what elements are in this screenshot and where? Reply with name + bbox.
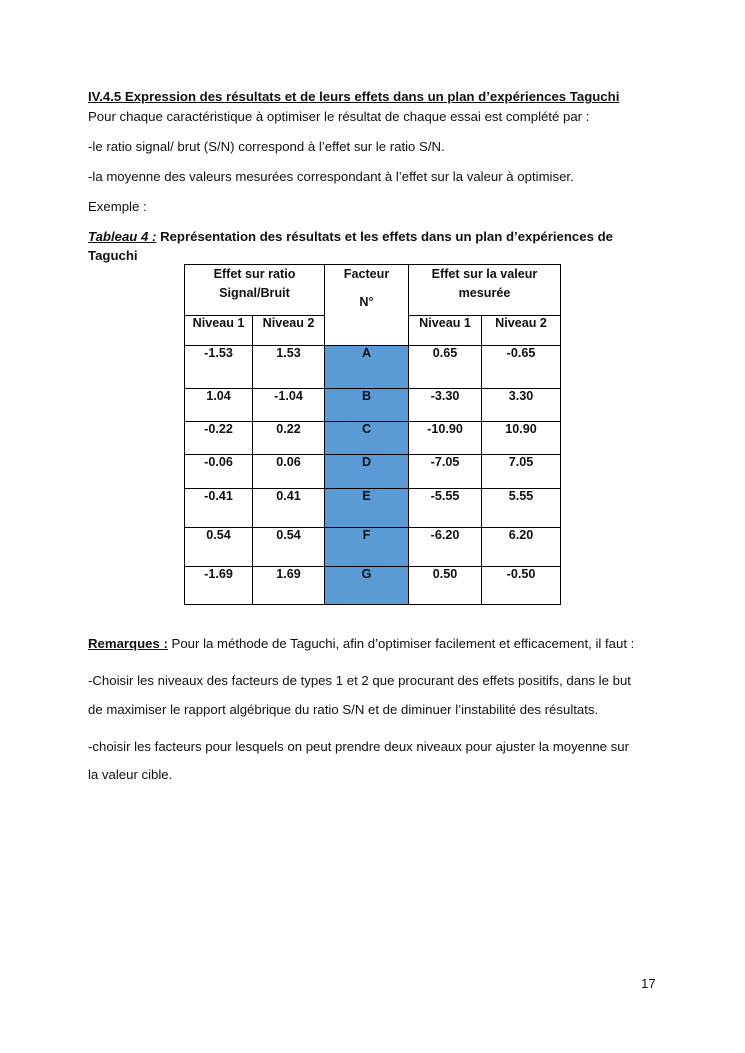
sn-level2-value: 0.54 <box>253 528 325 567</box>
mean-level2-header: Niveau 2 <box>482 316 561 346</box>
mean-level1-value: -6.20 <box>409 528 482 567</box>
remark-item2-line1: -choisir les facteurs pour lesquels on peut prendre deux niveaux pour ajuster la moyenne sur <box>88 739 629 754</box>
results-table <box>184 264 561 605</box>
section-heading: IV.4.5 Expression des résultats et de leurs effets dans un plan d’expériences Taguchi <box>88 89 620 104</box>
mean-level2-value: 5.55 <box>482 489 561 528</box>
bullet-sn-ratio: -le ratio signal/ brut (S/N) correspond à l’effet sur le ratio S/N. <box>88 139 445 154</box>
table-row <box>185 455 561 489</box>
sn-level2-value: 1.69 <box>253 567 325 605</box>
mean-level1-header: Niveau 1 <box>409 316 482 346</box>
sn-level1-value: 0.54 <box>185 528 253 567</box>
factor-label: A <box>325 346 409 389</box>
mean-level1-value: 0.65 <box>409 346 482 389</box>
sn-level2-header: Niveau 2 <box>253 316 325 346</box>
mean-level1-value: -10.90 <box>409 422 482 455</box>
table-row <box>185 389 561 422</box>
header-sn-effect: Effet sur ratio Signal/Bruit <box>185 265 325 316</box>
table-row <box>185 567 561 605</box>
factor-label: E <box>325 489 409 528</box>
sn-level1-value: 1.04 <box>185 389 253 422</box>
table-caption <box>88 229 613 244</box>
mean-level2-value: -0.50 <box>482 567 561 605</box>
mean-level2-value: 3.30 <box>482 389 561 422</box>
table-caption-label: Tableau 4 : <box>88 229 157 244</box>
sn-level1-header: Niveau 1 <box>185 316 253 346</box>
remarks-paragraph <box>88 636 634 651</box>
sn-level1-value: -0.06 <box>185 455 253 489</box>
mean-level2-value: 6.20 <box>482 528 561 567</box>
intro-text: Pour chaque caractéristique à optimiser le résultat de chaque essai est complété par : <box>88 109 590 124</box>
sn-level2-value: 1.53 <box>253 346 325 389</box>
bullet-mean: -la moyenne des valeurs mesurées correspondant à l’effet sur la valeur à optimiser. <box>88 169 574 184</box>
sn-level2-value: 0.06 <box>253 455 325 489</box>
sn-level1-value: -1.69 <box>185 567 253 605</box>
mean-level1-value: -3.30 <box>409 389 482 422</box>
sn-level2-value: -1.04 <box>253 389 325 422</box>
table-caption-text: Représentation des résultats et les effets dans un plan d’expériences de <box>156 229 613 244</box>
sn-level1-value: -0.22 <box>185 422 253 455</box>
example-label: Exemple : <box>88 199 147 214</box>
factor-label: F <box>325 528 409 567</box>
factor-label: C <box>325 422 409 455</box>
header-mean-effect: Effet sur la valeur mesurée <box>409 265 561 316</box>
sn-level2-value: 0.22 <box>253 422 325 455</box>
header-factor: Facteur N° <box>325 265 409 346</box>
mean-level1-value: 0.50 <box>409 567 482 605</box>
remarks-label: Remarques : <box>88 636 168 651</box>
mean-level1-value: -5.55 <box>409 489 482 528</box>
mean-level1-value: -7.05 <box>409 455 482 489</box>
sn-level1-value: -1.53 <box>185 346 253 389</box>
remarks-text: Pour la méthode de Taguchi, afin d’optimiser facilement et efficacement, il faut : <box>167 636 635 651</box>
page-number: 17 <box>641 976 656 991</box>
remark-item2-line2: la valeur cible. <box>88 767 173 782</box>
mean-level2-value: 10.90 <box>482 422 561 455</box>
factor-label: B <box>325 389 409 422</box>
factor-label: D <box>325 455 409 489</box>
table-caption-line2: Taguchi <box>88 248 138 263</box>
mean-level2-value: 7.05 <box>482 455 561 489</box>
table-row <box>185 489 561 528</box>
sn-level2-value: 0.41 <box>253 489 325 528</box>
factor-label: G <box>325 567 409 605</box>
remark-item1-line2: de maximiser le rapport algébrique du ratio S/N et de diminuer l’instabilité des résultats. <box>88 702 599 717</box>
table-row <box>185 346 561 389</box>
table-row <box>185 422 561 455</box>
table-row <box>185 528 561 567</box>
mean-level2-value: -0.65 <box>482 346 561 389</box>
remark-item1-line1: -Choisir les niveaux des facteurs de types 1 et 2 que procurant des effets positifs, dans le but <box>88 673 631 688</box>
sn-level1-value: -0.41 <box>185 489 253 528</box>
